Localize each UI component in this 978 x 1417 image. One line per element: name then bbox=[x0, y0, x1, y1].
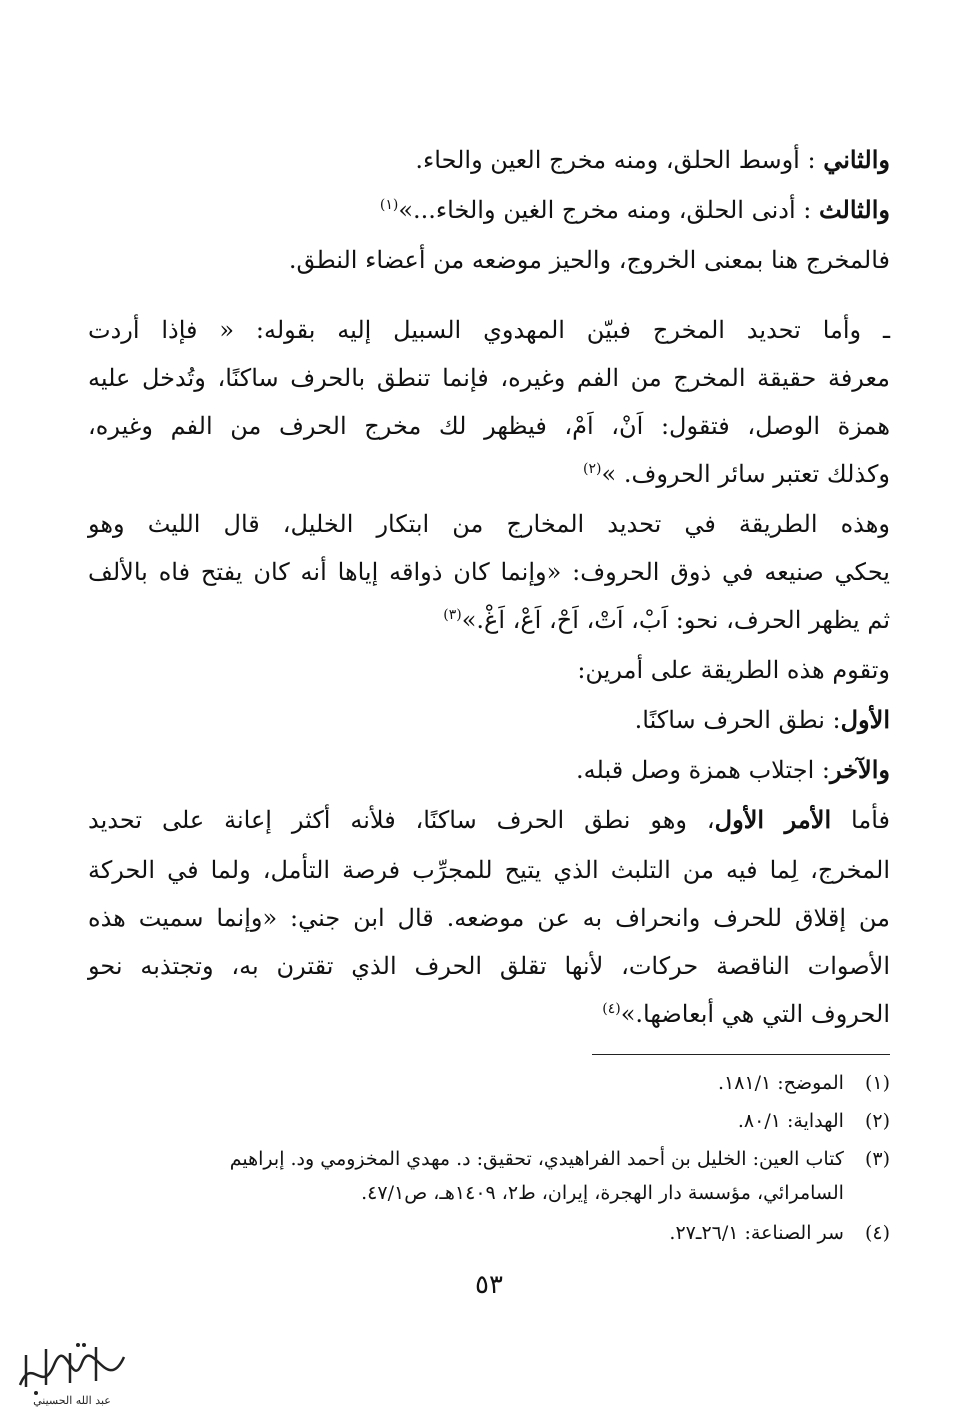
footnote-ref: (٣) bbox=[443, 607, 462, 623]
term-first-matter: الأمر الأول bbox=[714, 805, 832, 834]
footnote-text: السامرائي، مؤسسة دار الهجرة، إيران، ط٢، ١٤٠٩هـ، ص٤٧/١. bbox=[361, 1182, 844, 1204]
footnote bbox=[88, 1072, 890, 1096]
line-text: وكذلك تعتبر سائر الحروف. » bbox=[601, 460, 890, 488]
text-line: المخرج، لِما فيه من التلبث الذي يتيح للمجرِّب فرصة التأمل، ولما في الحركة bbox=[88, 856, 890, 884]
text-line bbox=[88, 460, 890, 489]
text-line bbox=[88, 196, 890, 225]
footnote-number: (٣) bbox=[864, 1148, 890, 1170]
footnote-text: سر الصناعة: ٢٦/١ـ٢٧. bbox=[669, 1222, 844, 1244]
footnote-text: الهداية: ٨٠/١. bbox=[737, 1110, 844, 1132]
line-text: : اجتلاب همزة وصل قبله. bbox=[576, 756, 830, 784]
footnote bbox=[88, 1222, 890, 1246]
line-text: : أدنى الحلق، ومنه مخرج الغين والخاء...» bbox=[398, 196, 819, 224]
term-first: الأول bbox=[840, 705, 890, 734]
text-line bbox=[88, 756, 890, 785]
footnote-ref: (٤) bbox=[602, 1001, 621, 1017]
text-line bbox=[88, 706, 890, 735]
text-line: وتقوم هذه الطريقة على أمرين: bbox=[577, 656, 890, 684]
footnote-number: (٢) bbox=[864, 1110, 890, 1132]
footnote-continuation bbox=[88, 1182, 890, 1206]
text-line: فالمخرج هنا بمعنى الخروج، والحيز موضعه من أعضاء النطق. bbox=[288, 246, 890, 274]
text-line: معرفة حقيقة المخرج من الفم وغيره، فإنما تنطق بالحرف ساكنًا، وتُدخل عليه bbox=[88, 364, 890, 392]
line-text: فأما bbox=[831, 806, 890, 834]
term-last: والآخر bbox=[829, 755, 890, 784]
footnote-ref: (١) bbox=[379, 197, 399, 213]
text-line: همزة الوصل، فتقول: اَنْ، اَمْ، فيظهر لك مخرج الحرف من الفم وغيره، bbox=[88, 412, 890, 440]
line-text: الحروف التي هي أبعاضها.» bbox=[620, 1000, 890, 1028]
text-line bbox=[88, 606, 890, 635]
page-number: ٥٣ bbox=[475, 1270, 503, 1300]
footnote-divider bbox=[592, 1054, 890, 1055]
footnote bbox=[88, 1110, 890, 1134]
footnote-number: (١) bbox=[864, 1072, 890, 1094]
text-line: ـ وأما تحديد المخرج فبيّن المهدوي السبيل إليه بقوله: « فإذا أردت bbox=[88, 316, 890, 344]
term-third: والثالث bbox=[818, 195, 890, 224]
text-line: وهذه الطريقة في تحديد المخارج من ابتكار الخليل، قال الليث وهو bbox=[88, 510, 890, 538]
text-line bbox=[88, 806, 890, 835]
text-line: يحكي صنيعه في ذوق الحروف: «وإنما كان ذواقه إياها أنه كان يفتح فاه بالألف bbox=[88, 558, 890, 586]
text-line bbox=[88, 1000, 890, 1029]
term-second: والثاني bbox=[823, 145, 890, 174]
footnote-text: الموضح: ١٨١/١. bbox=[717, 1072, 844, 1094]
footnote-text: كتاب العين: الخليل بن أحمد الفراهيدي، تحقيق: د. مهدي المخزومي ود. إبراهيم bbox=[229, 1148, 844, 1170]
text-line: من إقلاق للحرف وانحراف به عن موضعه. قال ابن جني: «وإنما سميت هذه bbox=[88, 904, 890, 932]
line-text: ، وهو نطق الحرف ساكنًا، فلأنه أكثر إعانة على تحديد bbox=[88, 806, 715, 834]
text-line bbox=[88, 146, 890, 175]
svg-text:عبد الله الحسيني: عبد الله الحسيني bbox=[33, 1394, 111, 1407]
line-text: : أوسط الحلق، ومنه مخرج العين والحاء. bbox=[415, 146, 824, 174]
line-text: : نطق الحرف ساكنًا. bbox=[634, 706, 841, 734]
watermark-logo bbox=[12, 1335, 132, 1407]
text-line: الأصوات الناقصة حركات، لأنها تقلق الحرف الذي تقترن به، وتجتذبه نحو bbox=[88, 952, 890, 980]
line-text: ثم يظهر الحرف، نحو: اَبْ، اَتْ، اَحْ، اَعْ، اَغْ.» bbox=[461, 606, 890, 634]
footnote bbox=[88, 1148, 890, 1172]
footnote-number: (٤) bbox=[864, 1222, 890, 1244]
footnote-ref: (٢) bbox=[583, 461, 602, 477]
